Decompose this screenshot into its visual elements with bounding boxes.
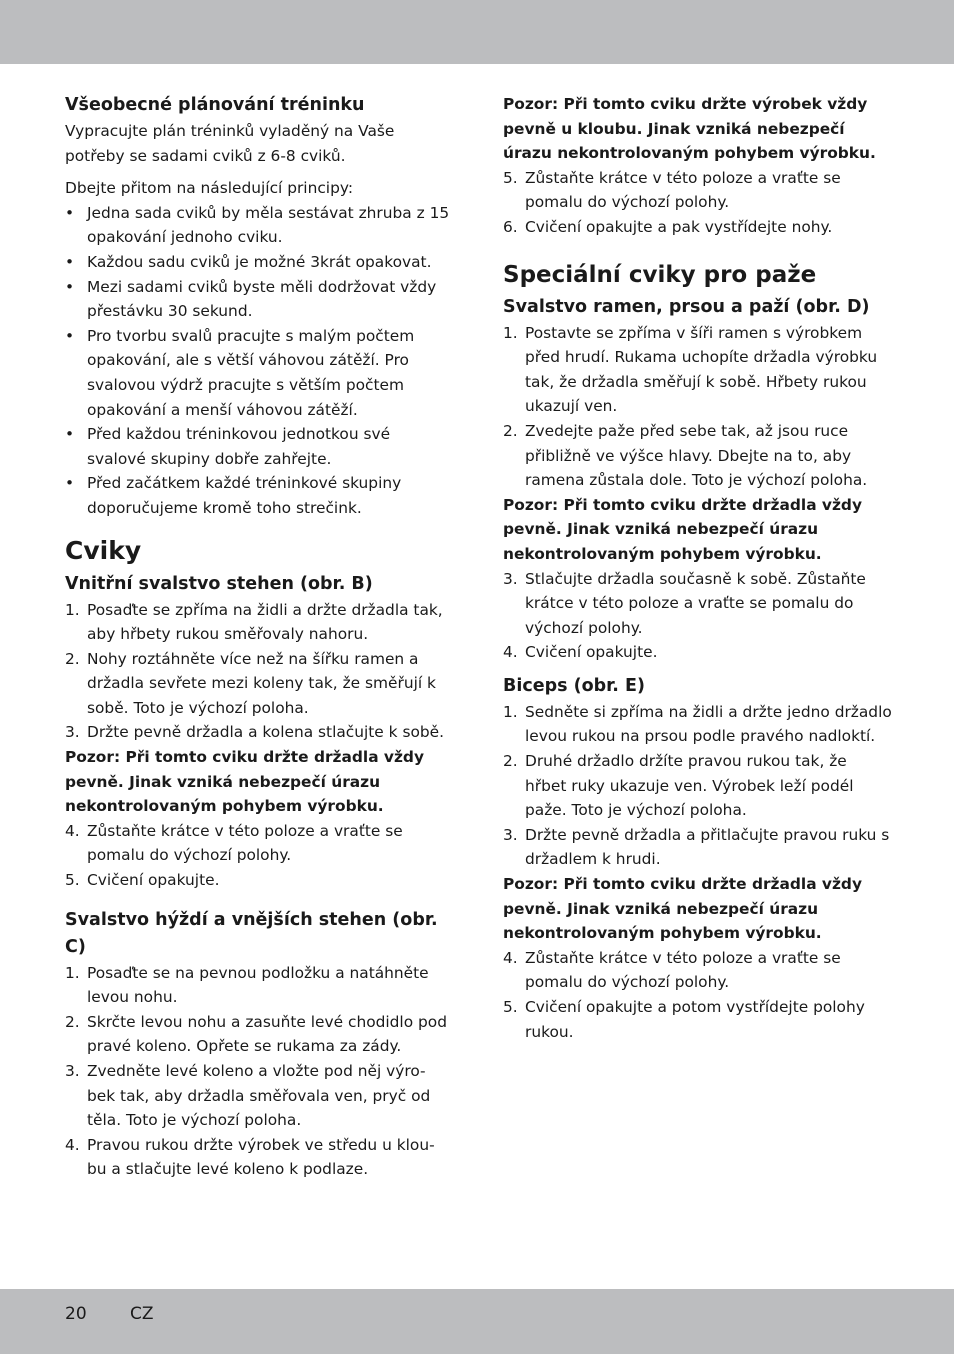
list-item: • Před začátkem každé tréninkové skupiny doporučujeme kromě toho strečink. bbox=[65, 474, 402, 517]
glutes-steps-end bbox=[503, 166, 893, 240]
header-bar bbox=[0, 0, 954, 64]
biceps-steps-cont bbox=[503, 946, 893, 1044]
shoulders-steps bbox=[503, 321, 893, 493]
glutes-warning: Pozor: Při tomto cviku držte výrobek vždy pevně u kloubu. Jinak vzniká nebezpečí úrazu nekontrolovaným pohybem výrobku. bbox=[503, 95, 876, 163]
shoulders-heading: Svalstvo ramen, prsou a paží (obr. D) bbox=[503, 296, 870, 317]
list-item: 3. Držte pevně držadla a přitlačujte pravou ruku s držadlem k hrudi. bbox=[503, 825, 890, 869]
inner-thigh-heading: Vnitřní svalstvo stehen (obr. B) bbox=[65, 573, 373, 594]
list-item: • Před každou tréninkovou jednotkou své svalové skupiny dobře zahřejte. bbox=[65, 425, 391, 468]
list-item: • Jedna sada cviků by měla sestávat zhruba z 15 opakování jednoho cviku. bbox=[65, 203, 450, 247]
left-column bbox=[65, 92, 450, 1182]
inner-thigh-warning: Pozor: Při tomto cviku držte držadla vždy pevně. Jinak vzniká nebezpečí úrazu nekontrolovaným pohybem výrobku. bbox=[65, 748, 424, 816]
page-number: 20 bbox=[65, 1304, 87, 1324]
list-item: 4. Cvičení opakujte. bbox=[503, 643, 658, 662]
list-item: 5. Cvičení opakujte. bbox=[65, 871, 220, 890]
right-column bbox=[503, 92, 893, 1044]
list-item: 3. Stlačujte držadla současně k sobě. Zůstaňte krátce v této poloze a vraťte se pomalu do výchozí polohy. bbox=[503, 569, 866, 637]
list-item: 1. Posaďte se na pevnou podložku a natáhněte levou nohu. bbox=[65, 963, 429, 1007]
principles-intro: Dbejte přitom na následující principy: bbox=[65, 179, 354, 198]
inner-thigh-steps bbox=[65, 598, 450, 746]
list-item: 2. Druhé držadlo držíte pravou rukou tak, že hřbet ruky ukazuje ven. Výrobek leží podél paže. Toto je výchozí poloha. bbox=[503, 752, 854, 820]
general-planning-intro: Vypracujte plán tréninků vyladěný na Vaše potřeby se sadami cviků z 6-8 cviků. bbox=[65, 122, 395, 165]
list-item: 5. Zůstaňte krátce v této poloze a vraťte se pomalu do výchozí polohy. bbox=[503, 168, 841, 212]
glutes-steps bbox=[65, 961, 450, 1182]
list-item: 1. Postavte se zpříma v šíři ramen s výrobkem před hrudí. Rukama uchopíte držadla výrobku tak, že držadla směřují k sobě. Hřbety rukou ukazují ven. bbox=[503, 323, 878, 416]
shoulders-steps-cont bbox=[503, 567, 893, 665]
biceps-warning: Pozor: Při tomto cviku držte držadla vždy pevně. Jinak vzniká nebezpečí úrazu nekontrolovaným pohybem výrobku. bbox=[503, 875, 862, 943]
principles-list bbox=[65, 201, 450, 521]
shoulders-warning: Pozor: Při tomto cviku držte držadla vždy pevně. Jinak vzniká nebezpečí úrazu nekontrolovaným pohybem výrobku. bbox=[503, 495, 862, 563]
list-item: • Každou sadu cviků je možné 3krát opakovat. bbox=[65, 252, 432, 271]
list-item: 5. Cvičení opakujte a potom vystřídejte polohy rukou. bbox=[503, 998, 865, 1041]
list-item: 2. Nohy roztáhněte více než na šířku ramen a držadla sevřete mezi koleny tak, že směřují k sobě. Toto je výchozí poloha. bbox=[65, 649, 436, 717]
list-item: 3. Zvedněte levé koleno a vložte pod něj výro-bek tak, aby držadla směřovala ven, pryč od těla. Toto je výchozí poloha. bbox=[65, 1062, 431, 1130]
list-item: • Mezi sadami cviků byste měli dodržovat vždy přestávku 30 sekund. bbox=[65, 277, 437, 321]
glutes-heading: Svalstvo hýždí a vnějších stehen (obr. C) bbox=[65, 909, 438, 957]
general-planning-heading: Všeobecné plánování tréninku bbox=[65, 95, 365, 115]
list-item: 6. Cvičení opakujte a pak vystřídejte nohy. bbox=[503, 217, 833, 236]
language-code: CZ bbox=[130, 1304, 154, 1324]
list-item: 2. Zvedejte paže před sebe tak, až jsou ruce přibližně ve výšce hlavy. Dbejte na to, aby ramena zůstala dole. Toto je výchozí poloha. bbox=[503, 421, 868, 490]
arms-heading: Speciální cviky pro paže bbox=[503, 261, 817, 288]
list-item: 4. Pravou rukou držte výrobek ve středu u klou-bu a stlačujte levé koleno k podlaze. bbox=[65, 1135, 435, 1179]
exercises-heading: Cviky bbox=[65, 535, 142, 565]
list-item: 4. Zůstaňte krátce v této poloze a vraťte se pomalu do výchozí polohy. bbox=[503, 948, 841, 992]
list-item: 4. Zůstaňte krátce v této poloze a vraťte se pomalu do výchozí polohy. bbox=[65, 821, 403, 865]
list-item: 1. Sedněte si zpříma na židli a držte jedno držadlo levou rukou na prsou podle pravého nadloktí. bbox=[503, 702, 892, 746]
inner-thigh-steps-cont bbox=[65, 819, 450, 893]
list-item: 2. Skrčte levou nohu a zasuňte levé chodidlo pod pravé koleno. Opřete se rukama za zády. bbox=[65, 1012, 447, 1056]
biceps-steps bbox=[503, 700, 893, 872]
list-item: 1. Posaďte se zpříma na židli a držte držadla tak, aby hřbety rukou směřovaly nahoru. bbox=[65, 600, 443, 644]
biceps-heading: Biceps (obr. E) bbox=[503, 675, 645, 696]
list-item: 3. Držte pevně držadla a kolena stlačujte k sobě. bbox=[65, 723, 445, 742]
list-item: • Pro tvorbu svalů pracujte s malým počtem opakování, ale s větší váhovou zátěží. Pro svalovou výdrž pracujte s větším počtem opakování a menší váhovou zátěží. bbox=[65, 326, 415, 419]
